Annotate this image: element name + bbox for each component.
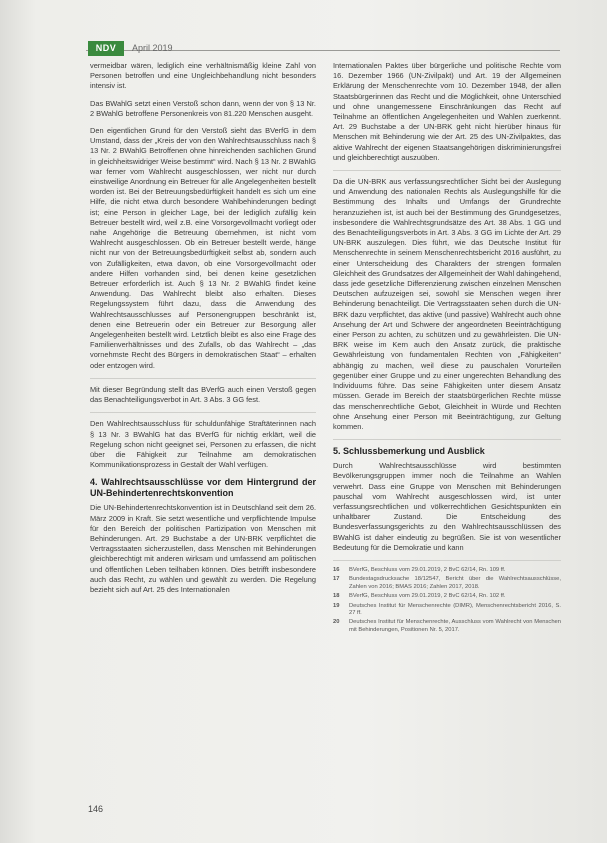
left-paragraph: vermeidbar wären, lediglich eine verhältnismäßig kleine Zahl von Personen betroffen und eine Ungleichbehandlung nicht besonders intensiv ist. xyxy=(90,61,316,91)
section-heading: 4. Wahlrechtsausschlüsse vor dem Hintergrund der UN-Behindertenrechtskonvention xyxy=(90,477,316,499)
section-heading: 5. Schlussbemerkung und Ausblick xyxy=(333,446,485,457)
divider xyxy=(333,170,561,171)
footnote-number: 20 xyxy=(333,619,340,626)
divider xyxy=(333,439,561,440)
left-paragraph: Mit dieser Begründung stellt das BVerfG auch einen Verstoß gegen das Benachteiligungsverbot in Art. 3 Abs. 3 GG fest. xyxy=(90,384,316,405)
footnote-number: 19 xyxy=(333,602,340,609)
footnotes xyxy=(333,567,561,634)
left-paragraph: Den eigentlichen Grund für den Verstoß sieht das BVerfG in dem Umstand, dass der „Kreis der von den Wahlrechtsausschluss nach § 13 Nr. 2 BWahlG Betroffenen ohne hinreichenden sachlichen Grund in gleichheitswidriger Weise bestimmt“ wird. Nach § 13 Nr. 2 BWahlG war ferner vom Wahlrecht ausgeschlossen, wer nicht nur durch einstweilige Anordnung ein Betreuer für alle Angelegenheiten bestellt worden ist. Bei der Betreuungsbedürftigkeit handelt es sich um eine Hilfe, die nicht etwa durch besondere Wahlbehinderungen bedingt ist; eine Person in gleicher Lage, bei der lediglich zufällig kein Betreuer bestellt wird, weil z.B. eine Vorsorgevollmacht vorliegt oder nahe Angehörige die Betreuung übernehmen, ist nicht vom Wahlrecht ausgeschlossen. Ob ein Betreuer bestellt werde, hänge nicht nur von der Betreuungsbedürftigkeit selbst ab, sondern auch von Zufälligkeiten, etwa davon, ob eine Vorsorgevollmacht oder andere Hilfen vorhanden sind, bei denen keine gesetzlichen Betreuer erforderlich ist. Auch § 13 Nr. 2 BWahlG findet keine Anwendung. Das Wahlrecht bleibt also erhalten. Dieses Regelungssystem führt dazu, dass die Anwendung des Wahlrechtsausschlusses auf Personengruppen beschränkt ist, denen eine Betreuerin oder ein Betreuer zur Besorgung aller Angelegenheiten bestellt wird. Letztlich bleibt es also eine Frage des Familienverhältnisses und des Zufalls, ob das Wahlrecht – „das vornehmste Recht des Bürgers in demokratischen Staat“ – erhalten oder entzogen wird. xyxy=(90,126,316,370)
journal-badge: NDV xyxy=(88,41,124,56)
footnote-text: Deutsches Institut für Menschenrechte (DIMR), Menschenrechtsbericht 2016, S. 27 ff. xyxy=(349,602,561,616)
footnote-number: 17 xyxy=(333,576,340,583)
footnote-text: BVerfG, Beschluss vom 29.01.2019, 2 BvC 62/14, Rn. 109 ff. xyxy=(349,566,506,573)
footnote-number: 18 xyxy=(333,593,340,600)
page-number: 146 xyxy=(88,804,104,814)
footnote-number: 16 xyxy=(333,566,340,573)
right-paragraph: Da die UN-BRK aus verfassungsrechtlicher Sicht bei der Auslegung und Anwendung des nationalen Rechts als Auslegungshilfe für die Bestimmung des Inhalts und Umfangs der Grundrechte heranzuziehen ist, ist auch bei der Bestimmung des Grundgesetzes, insbesondere die Wahlrechtsgrundsätze des Art. 38 Abs. 1 GG und des Benachteiligungsverbots in Art. 3 Abs. 3 GG im Lichte der Art. 29 UN-BRK auszulegen. Dies führt, wie das Deutsche Institut für Menschenrechte in seinem Menschenrechtsbericht 2016 ausführt, zu einer Unterscheidung des Charakters der strengen formalen Gleichheit des Grundsatzes der Allgemeinheit der Wahl dahingehend, dass jede gesetzliche Differenzierung zwischen einzelnen Menschen Deutschen aufzuzeigen sei, sowohl sie Menschen wegen ihrer Behinderung benachteiligt. Die Vertragsstaaten sehen durch die UN-BRK dazu verpflichtet, das aktive (und passive) Wahlrecht auch ohne Ansehung der Art und Schwere der angeordneten Beeinträchtigung einer Person zu achten, zu schützen und zu gewährleisten. Die UN-BRK weise im Kern auch den Ansatz zurück, die praktische Gewährleistung von fundamentalen Rechten von „Fähigkeiten“ abhängig zu machen, weil diese zu pauschalen Vorurteilen gegenüber einer Gruppe und zu einer ungerechten Behandlung des Individuums führe. Das seine Fähigkeiten unter diesem Ansatz müssen. Gerade im Bereich der staatsbürgerlichen Rechte müsse das menschenrechtliche Gebot, Gleichheit in Würde und Rechten ohne Ansehung einer Person mit Beeinträchtigung, zur Geltung kommen. xyxy=(333,177,561,431)
divider xyxy=(90,378,316,379)
footnote-text: Deutsches Institut für Menschenrechte, Ausschluss vom Wahlrecht von Menschen mit Behinderungen, Positionen Nr. 5, 2017. xyxy=(349,619,561,633)
footnote xyxy=(333,603,561,618)
footnote-text: Bundestagsdrucksache 18/12547, Bericht über die Wahlrechtsausschlüsse, Zahlen von 2016; BMAS 2016; Zahlen 2017, 2018. xyxy=(349,576,561,590)
left-paragraph: Das BWahlG setzt einen Verstoß schon dann, wenn der von § 13 Nr. 2 BWahlG betroffene Personenkreis von 81.220 Menschen ausgeht. xyxy=(90,98,316,118)
divider xyxy=(90,412,316,413)
footnote xyxy=(333,567,561,574)
left-paragraph: Den Wahlrechtsausschluss für schuldunfähige Straftäterinnen nach § 13 Nr. 3 BWahlG hat das BVerfG für nichtig erklärt, weil die Regelung schon nicht geeignet sei, Personen zu erfassen, die nicht über die Fähigkeit zur Teilnahme am demokratischen Kommunikationsprozess in Gestalt der Wahl verfügen. xyxy=(90,419,316,470)
left-column xyxy=(90,61,316,602)
issue-label: April 2019 xyxy=(132,43,173,53)
right-paragraph: Internationalen Paktes über bürgerliche und politische Rechte vom 16. Dezember 1966 (UN-Zivilpakt) und Art. 19 der Allgemeinen Erklärung der Menschenrechte vom 10. Dezember 1948, der allen Staatsbürgerinnen das Recht und die Möglichkeit, ohne Unterschied und ohne unangemessene Einschränkungen das Recht auf Teilnahme an öffentlichen Angelegenheiten und Wahlen zuerkennt. Art. 29 Buchstabe a der UN-BRK geht nicht hierüber hinaus für Menschen mit Behinderung wie der Art. 25 des UN-Zivilpaktes, das aktive Wahlrecht der eigenen Staatsangehörigen diskriminierungsfrei und gleichberechtigt auszuüben. xyxy=(333,61,561,162)
footnote-divider xyxy=(333,560,561,561)
footnote xyxy=(333,593,561,600)
right-column xyxy=(333,61,561,636)
section-paragraph: Die UN-Behindertenrechtskonvention ist in Deutschland seit dem 26. März 2009 in Kraft. Sie setzt wesentliche und verpflichtende Impulse für den Bereich der politischen Partizipation von Menschen mit Behinderungen. Art. 29 Buchstabe a der UN-BRK verpflichtet die Vertragsstaaten sicherzustellen, dass Menschen mit Behinderungen gleichberechtigt mit anderen wirksam und umfassend am politischen und öffentlichen Leben teilhaben können. Dies betrifft insbesondere auch das Recht, zu wählen und gewählt zu werden. Die Regelung bezieht sich auf Art. 25 des Internationalen xyxy=(90,503,316,594)
footnote xyxy=(333,619,561,634)
section-paragraph: Durch Wahlrechtsausschlüsse wird bestimmten Bevölkerungsgruppen immer noch die Teilnahme an Wahlen verwehrt. Dass eine Gruppe von Menschen mit Behinderungen pauschal vom Wahlrecht ausgeschlossen wird, ist unter verfassungsrechtlichen und völkerrechtlichen Gesichtspunkten ein unhaltbarer Zustand. Die Entscheidung des Bundesverfassungsgerichts zu den Wahlrechtsausschlüssen des BWahlG ist daher eindeutig zu begrüßen. Sie ist von wesentlicher Bedeutung für die Demokratie und kann xyxy=(333,461,561,552)
footnote xyxy=(333,576,561,591)
footnote-text: BVerfG, Beschluss vom 29.01.2019, 2 BvC 62/14, Rn. 102 ff. xyxy=(349,593,506,600)
